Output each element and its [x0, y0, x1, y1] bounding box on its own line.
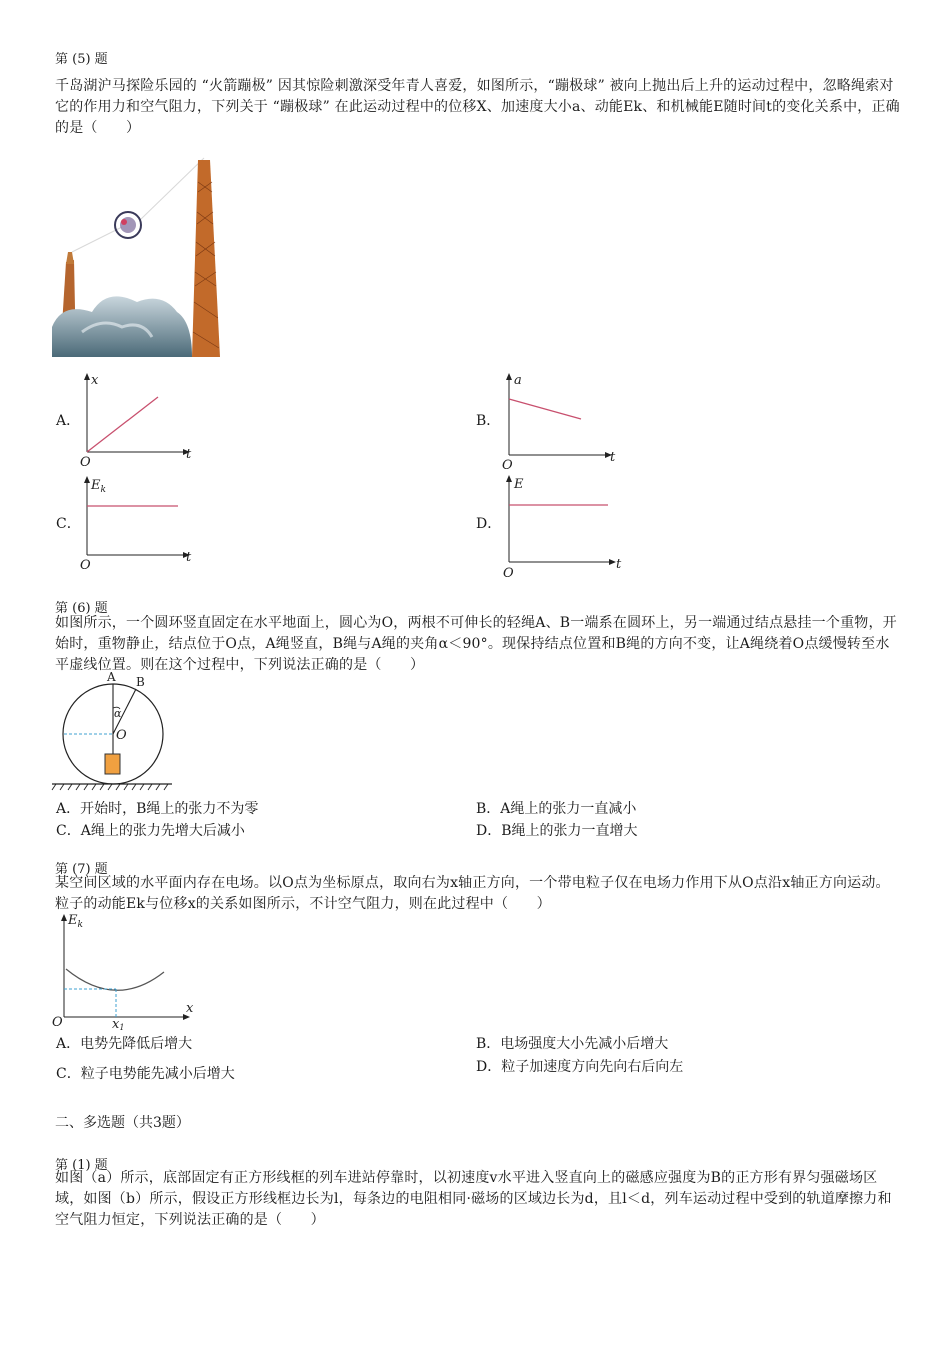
q7-number: 第 (7) 题: [55, 862, 108, 877]
q7-option-c: C．粒子电势能先减小后增大: [56, 1066, 235, 1082]
q5-option-c-label: C．: [56, 516, 81, 532]
ground-hatch: [52, 784, 168, 790]
weight: [105, 754, 120, 774]
ek-x-curve: [66, 969, 164, 990]
x-axis-label: t: [186, 550, 192, 565]
a-t-line: [509, 399, 581, 419]
x-axis-label: t: [186, 447, 192, 462]
q5-graph-d: [500, 474, 625, 581]
origin-label: O: [80, 455, 91, 470]
q5-number: 第 (5) 题: [55, 52, 108, 67]
q7-option-d: D．粒子加速度方向先向右后向左: [476, 1059, 684, 1075]
label-alpha: α: [114, 707, 122, 720]
origin-label: O: [503, 566, 514, 581]
x-axis-label: t: [616, 557, 622, 572]
q5-text: 千岛湖沪马探险乐园的 “火箭蹦极” 因其惊险刺激深受年青人喜爱，如图所示，“蹦极球” 被向上抛出后上升的运动过程中，忽略绳索对它的作用力和空气阻力，下列关于 “蹦极球” 在此运动过程中的位移X、加速度大小a、动能Ek、和机械能E随时间t的变化关系中，正确的是（ ）: [55, 78, 900, 136]
q7-option-a: A．电势先降低后增大: [56, 1036, 193, 1052]
q7-option-b: B．电场强度大小先减小后增大: [476, 1036, 669, 1052]
label-b: B: [136, 675, 145, 689]
x-axis-label: t: [610, 450, 616, 465]
y-axis-label: a: [514, 373, 522, 388]
q6-text: 如图所示，一个圆环竖直固定在水平地面上，圆心为O，两根不可伸长的轻绳A、B一端系在圆环上，另一端通过结点悬挂一个重物，开始时，重物静止，结点位于O点，A绳竖直，B绳与A绳的夹角α＜90°。现保持结点位置和B绳的方向不变，让A绳绕着O点缓慢转至水平虚线位置。则在这个过程中，下列说法正确的是（ ）: [55, 615, 897, 673]
x-t-line: [87, 397, 158, 452]
origin-label: O: [502, 458, 513, 473]
q7-graph: [52, 912, 200, 1030]
q5-option-b-label: B．: [476, 413, 501, 429]
q6-option-d: D．B绳上的张力一直增大: [476, 823, 638, 839]
q5-graph-b: [500, 372, 620, 473]
q6-number: 第 (6) 题: [55, 601, 108, 616]
origin-label: O: [80, 558, 91, 573]
q6-option-c: C．A绳上的张力先增大后减小: [56, 823, 245, 839]
label-o: O: [116, 728, 127, 743]
q5-graph-c: [78, 475, 198, 571]
section-2-title: 二、多选题（共3题）: [55, 1115, 190, 1131]
q6-option-b: B．A绳上的张力一直减小: [476, 801, 637, 817]
q5-graph-a: [78, 372, 198, 470]
q6-figure: [52, 672, 177, 792]
rocket-bungee-photo: [52, 152, 224, 357]
y-axis-label: x: [91, 373, 99, 388]
origin-label: O: [52, 1015, 63, 1030]
y-axis-label: $E_k$: [91, 478, 106, 495]
label-a: A: [107, 670, 116, 684]
y-axis-label: $E_k$: [68, 913, 83, 930]
m1-number: 第 (1) 题: [55, 1158, 108, 1173]
y-axis-label: E: [514, 477, 524, 492]
m1-text: 如图（a）所示，底部固定有正方形线框的列车进站停靠时，以初速度v水平进入竖直向上的磁感应强度为B的正方形有界匀强磁场区域，如图（b）所示，假设正方形线框边长为l，每条边的电阻相同·磁场的区域边长为d，且l＜d，列车运动过程中受到的轨道摩擦力和空气阻力恒定，下列说法正确的是（ ）: [55, 1170, 892, 1228]
q5-option-a-label: A．: [56, 413, 81, 429]
q6-option-a: A．开始时，B绳上的张力不为零: [56, 801, 259, 817]
x-axis-label: x: [186, 1001, 194, 1016]
y-arrow: [84, 373, 90, 380]
q5-option-d-label: D．: [476, 516, 502, 532]
q7-text: 某空间区域的水平面内存在电场。以O点为坐标原点，取向右为x轴正方向，一个带电粒子仅在电场力作用下从O点沿x轴正方向运动。粒子的动能Ek与位移x的关系如图所示，不计空气阻力，则在此过程中（ ）: [55, 875, 890, 912]
x1-label: x1: [112, 1017, 125, 1032]
